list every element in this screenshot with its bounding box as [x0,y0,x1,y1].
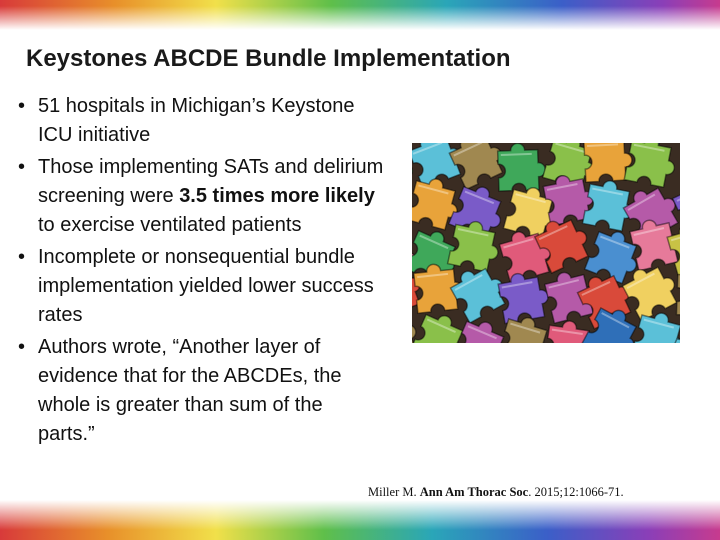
puzzle-piece [497,143,546,191]
puzzle-pieces-icon [412,143,680,343]
bullet-text: 51 hospitals in Michigan’s Keystone ICU initiative [38,95,355,146]
citation [368,485,624,500]
bullet-text: to exercise ventilated patients [38,214,302,236]
bullet-text: Authors wrote, “Another layer of evidence that for the ABCDEs, the whole is greater than sum of the parts.” [38,336,342,445]
puzzle-pieces-image [412,143,680,343]
puzzle-piece [674,143,680,146]
bullet-text: Those implementing SATs and delirium screening were [38,156,384,207]
bullet-item [16,243,384,330]
citation-author: Miller M. [368,485,420,499]
bullet-item [16,153,384,240]
rainbow-top-band [0,0,720,30]
bullet-item [16,333,384,449]
bullet-list [16,92,384,452]
bullet-text: Incomplete or nonsequential bundle implementation yielded lower success rates [38,246,374,326]
rainbow-bottom-band [0,500,720,540]
puzzle-piece [497,269,551,323]
citation-journal: Ann Am Thorac Soc [419,485,529,499]
bullet-item [16,92,384,150]
puzzle-piece [624,143,679,189]
puzzle-piece [676,268,680,317]
citation-details: . 2015;12:1066-71. [528,485,624,499]
slide-title: Keystones ABCDE Bundle Implementation [26,45,511,72]
bullet-emphasis: 3.5 times more likely [179,185,375,207]
